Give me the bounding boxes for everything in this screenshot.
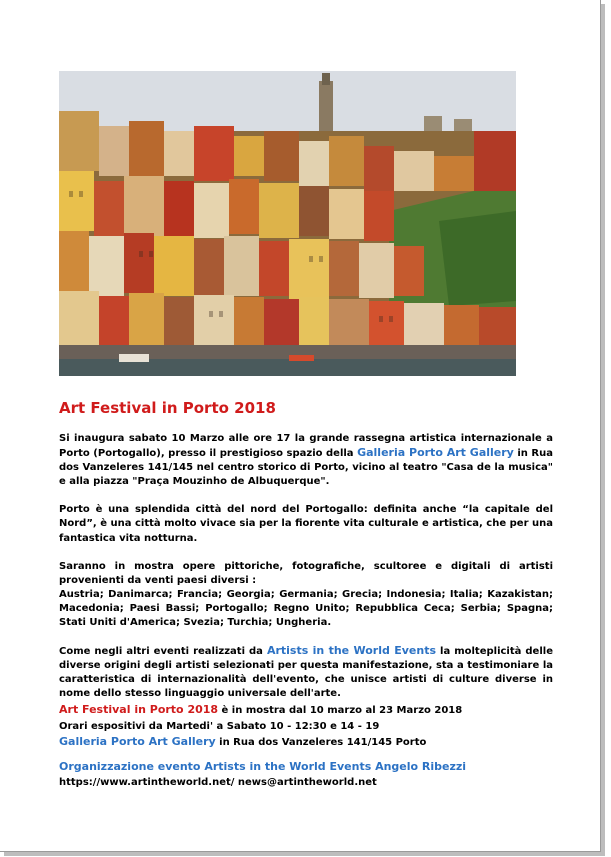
countries-list: Austria; Danimarca; Francia; Georgia; Germania; Grecia; Indonesia; Italia; Kazakistan; Macedonia; Paesi Bassi; Portogallo; Regno Unito; Repubblica Ceca; Serbia; Spagna; Stati Uniti d'America; Svezia; Turchia; Ungheria. [59, 588, 553, 629]
organizer-block [59, 759, 553, 791]
website-link[interactable]: https://www.artintheworld.net/ [59, 777, 235, 788]
article-body [59, 432, 553, 716]
paragraph-porto: Porto è una splendida città del nord del Portogallo: definita anche “la capitale del Nord”, è una città molto vivace sia per la fiorente vita culturale e artistica, che per una fantastica vita notturna. [59, 504, 553, 544]
event-hours: Orari espositivi da Martedi' a Sabato 10 - 12:30 e 14 - 19 [59, 720, 380, 732]
contact-line [59, 775, 553, 791]
porto-city-photo [59, 71, 516, 376]
paragraph-intro: Si inaugura sabato 10 Marzo alle ore 17 la grande rassegna artistica internazionale a Porto (Portogallo), presso il prestigioso spazio della Galleria Porto Art Gallery in Rua dos Vanzeleres 141/145 nel centro storico di Porto, vicino al teatro "Casa de la musica" e alla piazza "Praça Mouzinho de Albuquerque". [59, 433, 553, 488]
email-link[interactable]: news@artintheworld.net [237, 777, 377, 788]
article-title: Art Festival in Porto 2018 [59, 399, 276, 417]
gallery-link[interactable]: Galleria Porto Art Gallery [357, 446, 514, 460]
organizer-line: Organizzazione evento Artists in the World Events Angelo Ribezzi [59, 760, 467, 773]
page-shadow-right [601, 4, 605, 856]
page-shadow-bottom [4, 852, 605, 856]
gallery-name[interactable]: Galleria Porto Art Gallery [59, 735, 216, 748]
event-location: Galleria Porto Art Gallery in Rua dos Vanzeleres 141/145 Porto [59, 735, 427, 748]
event-name: Art Festival in Porto 2018 [59, 703, 219, 716]
paragraph-events: Come negli altri eventi realizzati da Artists in the World Events la molteplicità delle diverse origini degli artisti selezionati per questa manifestazione, sta a testimoniare la caratteristica di internazionalità dell'evento, che unisce artisti di culture diverse in nome dello stesso linguaggio universale dell'arte. [59, 644, 553, 700]
event-info [59, 702, 553, 751]
event-dates: Art Festival in Porto 2018 è in mostra dal 10 marzo al 23 Marzo 2018 [59, 703, 463, 716]
paragraph-artists: Saranno in mostra opere pittoriche, fotografiche, scultoree e digitali di artisti provenienti da venti paesi diversi : Austria; Danimarca; Francia; Georgia; Germania; Grecia; Indonesia; Italia; Kazakistan; Macedonia; Paesi Bassi; Portogallo; Regno Unito; Repubblica Ceca; Serbia; Spagna; Stati Uniti d'America; Svezia; Turchia; Ungheria. [59, 560, 553, 629]
artists-world-link[interactable]: Artists in the World Events [266, 644, 437, 658]
